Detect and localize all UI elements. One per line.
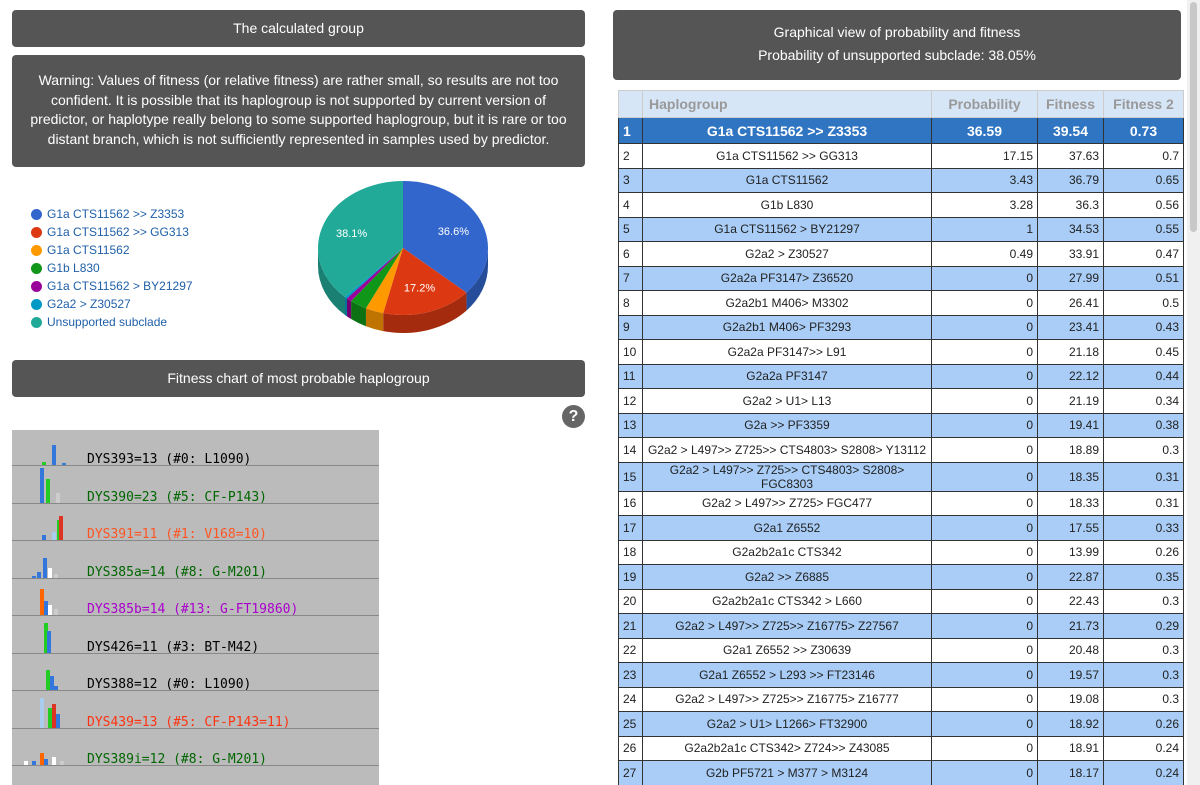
rank-cell: 25 [619, 712, 643, 737]
probability-cell: 0 [932, 462, 1038, 491]
rank-cell: 7 [619, 266, 643, 291]
fitness2-cell: 0.47 [1104, 242, 1184, 267]
legend-item[interactable] [31, 259, 193, 277]
fitness-cell: 26.41 [1038, 291, 1104, 316]
table-row[interactable] [619, 291, 1184, 316]
fitness-cell: 19.08 [1038, 687, 1104, 712]
fitness2-cell: 0.26 [1104, 540, 1184, 565]
fitness2-cell: 0.3 [1104, 687, 1184, 712]
fitness-bar [40, 468, 44, 503]
fitness-bar [60, 761, 64, 765]
page-scrollbar[interactable] [1187, 0, 1200, 785]
rank-cell: 3 [619, 168, 643, 193]
col-fitness2[interactable]: Fitness 2 [1104, 91, 1184, 118]
fitness-label: DYS385b=14 (#13: G-FT19860) [87, 602, 299, 617]
table-row[interactable] [619, 687, 1184, 712]
fitness2-cell: 0.38 [1104, 413, 1184, 438]
haplogroup-cell: G2a >> PF3359 [643, 413, 932, 438]
legend-label: G1b L830 [47, 261, 100, 275]
legend-item[interactable] [31, 205, 193, 223]
fitness2-cell: 0.65 [1104, 168, 1184, 193]
table-row[interactable] [619, 614, 1184, 639]
haplogroup-cell: G2a2 > U1> L13 [643, 389, 932, 414]
fitness-bar [52, 445, 56, 465]
table-row[interactable] [619, 144, 1184, 169]
fitness-bar [24, 761, 28, 765]
fitness-label: DYS391=11 (#1: V168=10) [87, 527, 268, 542]
fitness2-cell: 0.29 [1104, 614, 1184, 639]
legend-label: G1a CTS11562 >> Z3353 [47, 207, 185, 221]
pie-legend [31, 205, 193, 331]
fitness-cell: 18.92 [1038, 712, 1104, 737]
rank-cell: 8 [619, 291, 643, 316]
probability-cell: 0 [932, 761, 1038, 785]
fitness-bar [32, 576, 36, 578]
fitness-row [12, 430, 379, 467]
fitness-cell: 22.43 [1038, 589, 1104, 614]
probability-cell: 0 [932, 589, 1038, 614]
fitness2-cell: 0.3 [1104, 638, 1184, 663]
haplogroup-cell: G2a1 Z6552 > L293 >> FT23146 [643, 663, 932, 688]
fitness-cell: 18.91 [1038, 736, 1104, 761]
rank-cell: 15 [619, 462, 643, 491]
rank-cell: 6 [619, 242, 643, 267]
probability-cell: 0 [932, 736, 1038, 761]
probability-cell: 0 [932, 438, 1038, 463]
probability-cell: 36.59 [932, 118, 1038, 144]
haplogroup-cell: G2a2b2a1c CTS342> Z724>> Z43085 [643, 736, 932, 761]
probability-cell: 0 [932, 291, 1038, 316]
haplogroup-cell: G2a2 > L497>> Z725>> Z16775> Z27567 [643, 614, 932, 639]
table-row[interactable] [619, 736, 1184, 761]
fitness-row [12, 618, 379, 655]
table-row[interactable] [619, 389, 1184, 414]
fitness-bar [47, 631, 51, 653]
table-row[interactable] [619, 589, 1184, 614]
haplogroup-cell: G1a CTS11562 [643, 168, 932, 193]
fitness-bar [62, 463, 66, 465]
fitness-bar [46, 479, 50, 503]
legend-label: Unsupported subclade [47, 315, 168, 329]
legend-label: G1a CTS11562 [47, 243, 130, 257]
fitness-label: DYS388=12 (#0: L1090) [87, 677, 252, 692]
fitness-cell: 21.73 [1038, 614, 1104, 639]
probability-cell: 0 [932, 540, 1038, 565]
fitness-cell: 33.91 [1038, 242, 1104, 267]
fitness-label: DYS426=11 (#3: BT-M42) [87, 639, 260, 655]
fitness2-cell: 0.26 [1104, 712, 1184, 737]
rank-cell: 5 [619, 217, 643, 242]
fitness2-cell: 0.24 [1104, 761, 1184, 785]
fitness-cell: 22.87 [1038, 565, 1104, 590]
fitness-cell: 39.54 [1038, 118, 1104, 144]
fitness-bar [54, 686, 58, 690]
fitness-cell: 18.35 [1038, 462, 1104, 491]
haplogroup-cell: G2a2 > L497>> Z725>> CTS4803> S2808> FGC8303 [643, 462, 932, 491]
probability-cell: 0 [932, 340, 1038, 365]
rank-cell: 2 [619, 144, 643, 169]
pie-slice-side [345, 297, 347, 316]
rank-cell: 4 [619, 193, 643, 218]
legend-dot-icon [31, 317, 42, 328]
table-header-row [619, 91, 1184, 118]
fitness-label: DYS439=13 (#5: CF-P143=11) [87, 714, 291, 730]
probability-cell: 0 [932, 638, 1038, 663]
probability-cell: 0 [932, 687, 1038, 712]
legend-item[interactable] [31, 313, 193, 331]
haplogroup-cell: G1a CTS11562 > BY21297 [643, 217, 932, 242]
fitness-cell: 21.19 [1038, 389, 1104, 414]
haplogroup-cell: G2a2a PF3147> Z36520 [643, 266, 932, 291]
fitness-cell: 27.99 [1038, 266, 1104, 291]
probability-cell: 1 [932, 217, 1038, 242]
rank-cell: 21 [619, 614, 643, 639]
fitness-cell: 36.79 [1038, 168, 1104, 193]
table-row[interactable] [619, 315, 1184, 340]
fitness-chart-header: Fitness chart of most probable haplogroup [12, 360, 585, 397]
fitness2-cell: 0.51 [1104, 266, 1184, 291]
unsupported-probability: Probability of unsupported subclade: 38.05% [758, 47, 1036, 63]
fitness2-cell: 0.5 [1104, 291, 1184, 316]
fitness-bar [42, 535, 46, 540]
fitness-cell: 18.33 [1038, 491, 1104, 516]
probability-cell: 0 [932, 491, 1038, 516]
table-row[interactable] [619, 462, 1184, 491]
help-icon[interactable]: ? [562, 405, 585, 428]
fitness2-cell: 0.45 [1104, 340, 1184, 365]
probability-cell: 0 [932, 315, 1038, 340]
table-row[interactable] [619, 540, 1184, 565]
fitness-label: DYS390=23 (#5: CF-P143) [87, 489, 268, 505]
haplogroup-cell: G2a1 Z6552 [643, 516, 932, 541]
fitness-cell: 18.17 [1038, 761, 1104, 785]
fitness-row [12, 655, 379, 692]
legend-label: G1a CTS11562 >> GG313 [47, 225, 189, 239]
probability-cell: 0 [932, 614, 1038, 639]
table-row[interactable] [619, 168, 1184, 193]
rank-cell: 10 [619, 340, 643, 365]
legend-dot-icon [31, 299, 42, 310]
legend-label: G1a CTS11562 > BY21297 [47, 279, 193, 293]
legend-dot-icon [31, 227, 42, 238]
pie-slice-label: 17.2% [403, 282, 436, 295]
haplogroup-cell: G2a2a PF3147 [643, 364, 932, 389]
col-haplogroup[interactable]: Haplogroup [643, 91, 932, 118]
probability-cell: 0 [932, 712, 1038, 737]
fitness-row [12, 468, 379, 505]
rank-cell: 18 [619, 540, 643, 565]
table-row[interactable] [619, 340, 1184, 365]
fitness2-cell: 0.55 [1104, 217, 1184, 242]
fitness-bar [59, 516, 63, 540]
legend-item[interactable] [31, 277, 193, 295]
fitness-cell: 13.99 [1038, 540, 1104, 565]
rank-cell: 24 [619, 687, 643, 712]
rank-cell: 14 [619, 438, 643, 463]
table-row[interactable] [619, 266, 1184, 291]
fitness-bar [37, 572, 41, 578]
haplogroup-table [618, 90, 1184, 785]
probability-cell: 17.15 [932, 144, 1038, 169]
fitness-bar [42, 462, 46, 465]
table-row[interactable] [619, 413, 1184, 438]
haplogroup-cell: G2a2b2a1c CTS342 [643, 540, 932, 565]
table-row[interactable] [619, 663, 1184, 688]
fitness2-cell: 0.44 [1104, 364, 1184, 389]
rank-cell: 13 [619, 413, 643, 438]
table-row[interactable] [619, 217, 1184, 242]
fitness-cell: 18.89 [1038, 438, 1104, 463]
fitness-cell: 21.18 [1038, 340, 1104, 365]
pie-slice-label: 36.6% [437, 226, 470, 239]
haplogroup-cell: G2a2 > Z30527 [643, 242, 932, 267]
fitness-label: DYS385a=14 (#8: G-M201) [87, 564, 268, 580]
pie-slice-side [347, 298, 351, 319]
fitness2-cell: 0.56 [1104, 193, 1184, 218]
table-row[interactable] [619, 516, 1184, 541]
legend-item[interactable] [31, 295, 193, 313]
col-probability[interactable]: Probability [932, 91, 1038, 118]
probability-cell: 0 [932, 413, 1038, 438]
fitness-cell: 19.41 [1038, 413, 1104, 438]
fitness-bar [52, 757, 56, 765]
haplogroup-cell: G2a2 > U1> L1266> FT32900 [643, 712, 932, 737]
rank-cell: 16 [619, 491, 643, 516]
probability-cell: 0 [932, 364, 1038, 389]
fitness-cell: 36.3 [1038, 193, 1104, 218]
legend-dot-icon [31, 263, 42, 274]
haplogroup-cell: G2a2 > L497>> Z725>> CTS4803> S2808> Y13112 [643, 438, 932, 463]
col-fitness[interactable]: Fitness [1038, 91, 1104, 118]
haplogroup-cell: G2b PF5721 > M377 > M3124 [643, 761, 932, 785]
table-row[interactable] [619, 491, 1184, 516]
fitness-bar [40, 698, 44, 728]
probability-cell: 0 [932, 663, 1038, 688]
fitness-bar [48, 605, 52, 615]
table-row[interactable] [619, 761, 1184, 785]
graphical-view-header [613, 10, 1181, 80]
fitness-row [12, 543, 379, 580]
fitness2-cell: 0.34 [1104, 389, 1184, 414]
rank-cell: 17 [619, 516, 643, 541]
fitness-cell: 19.57 [1038, 663, 1104, 688]
fitness-label: DYS393=13 (#0: L1090) [87, 452, 252, 467]
fitness2-cell: 0.73 [1104, 118, 1184, 144]
rank-cell: 23 [619, 663, 643, 688]
fitness-cell: 37.63 [1038, 144, 1104, 169]
probability-cell: 3.28 [932, 193, 1038, 218]
table-row[interactable] [619, 242, 1184, 267]
table-row[interactable] [619, 638, 1184, 663]
table-row[interactable] [619, 118, 1184, 144]
rank-cell: 22 [619, 638, 643, 663]
legend-label: G2a2 > Z30527 [47, 297, 131, 311]
legend-dot-icon [31, 281, 42, 292]
probability-pie-chart [300, 175, 510, 355]
fitness-row [12, 730, 379, 767]
rank-cell: 19 [619, 565, 643, 590]
haplogroup-cell: G2a2b1 M406> PF3293 [643, 315, 932, 340]
fitness2-cell: 0.31 [1104, 491, 1184, 516]
fitness-cell: 17.55 [1038, 516, 1104, 541]
fitness-cell: 22.12 [1038, 364, 1104, 389]
fitness-bar [32, 761, 36, 765]
table-row[interactable] [619, 364, 1184, 389]
haplogroup-cell: G2a2b2a1c CTS342 > L660 [643, 589, 932, 614]
haplogroup-cell: G2a1 Z6552 >> Z30639 [643, 638, 932, 663]
legend-item[interactable] [31, 241, 193, 259]
probability-cell: 0.49 [932, 242, 1038, 267]
calculated-group-header: The calculated group [12, 10, 585, 47]
fitness2-cell: 0.3 [1104, 589, 1184, 614]
probability-cell: 0 [932, 389, 1038, 414]
fitness-label: DYS389i=12 (#8: G-M201) [87, 752, 268, 767]
probability-cell: 0 [932, 266, 1038, 291]
graphical-view-title: Graphical view of probability and fitness [773, 24, 1021, 40]
haplogroup-cell: G2a2 >> Z6885 [643, 565, 932, 590]
fitness-row [12, 580, 379, 617]
haplogroup-cell: G1b L830 [643, 193, 932, 218]
fitness-cell: 23.41 [1038, 315, 1104, 340]
haplogroup-cell: G2a2b1 M406> M3302 [643, 291, 932, 316]
fitness2-cell: 0.3 [1104, 438, 1184, 463]
fitness-cell: 34.53 [1038, 217, 1104, 242]
fitness-chart [12, 430, 379, 785]
haplogroup-cell: G1a CTS11562 >> GG313 [643, 144, 932, 169]
rank-cell: 12 [619, 389, 643, 414]
fitness-bar [48, 568, 52, 578]
fitness-row [12, 693, 379, 730]
rank-cell: 27 [619, 761, 643, 785]
rank-cell: 1 [619, 118, 643, 144]
fitness2-cell: 0.24 [1104, 736, 1184, 761]
probability-cell: 0 [932, 565, 1038, 590]
fitness-cell: 20.48 [1038, 638, 1104, 663]
fitness-bar [43, 558, 47, 578]
rank-cell: 26 [619, 736, 643, 761]
fitness-bar [56, 493, 60, 503]
haplogroup-cell: G2a2 > L497>> Z725> FGC477 [643, 491, 932, 516]
legend-dot-icon [31, 209, 42, 220]
fitness2-cell: 0.3 [1104, 663, 1184, 688]
table-row[interactable] [619, 712, 1184, 737]
fitness2-cell: 0.31 [1104, 462, 1184, 491]
fitness2-cell: 0.43 [1104, 315, 1184, 340]
rank-cell: 11 [619, 364, 643, 389]
rank-cell: 9 [619, 315, 643, 340]
fitness2-cell: 0.33 [1104, 516, 1184, 541]
warning-message: Warning: Values of fitness (or relative fitness) are rather small, so results are not too confident. It is possible that its haplogroup is not supported by current version of predictor, or haplotype really belong to some supported haplogroup, but it is rare or too distant branch, which is not sufficiently represented in samples used by predictor. [12, 55, 585, 167]
fitness-bar [52, 532, 56, 540]
fitness-row [12, 505, 379, 542]
legend-dot-icon [31, 245, 42, 256]
legend-item[interactable] [31, 223, 193, 241]
fitness-bar [54, 609, 58, 615]
haplogroup-cell: G1a CTS11562 >> Z3353 [643, 118, 932, 144]
table-row[interactable] [619, 193, 1184, 218]
probability-cell: 3.43 [932, 168, 1038, 193]
table-row[interactable] [619, 565, 1184, 590]
haplogroup-table-container[interactable] [618, 90, 1184, 785]
fitness-bar [54, 574, 58, 578]
fitness2-cell: 0.35 [1104, 565, 1184, 590]
table-row[interactable] [619, 438, 1184, 463]
fitness-bar [44, 759, 48, 765]
fitness-bar [56, 714, 60, 728]
fitness2-cell: 0.7 [1104, 144, 1184, 169]
haplogroup-cell: G2a2 > L497>> Z725>> Z16775> Z16777 [643, 687, 932, 712]
pie-slice-label: 38.1% [335, 227, 368, 240]
haplogroup-cell: G2a2a PF3147>> L91 [643, 340, 932, 365]
scrollbar-thumb[interactable] [1190, 2, 1197, 232]
col-rank [619, 91, 643, 118]
probability-cell: 0 [932, 516, 1038, 541]
rank-cell: 20 [619, 589, 643, 614]
